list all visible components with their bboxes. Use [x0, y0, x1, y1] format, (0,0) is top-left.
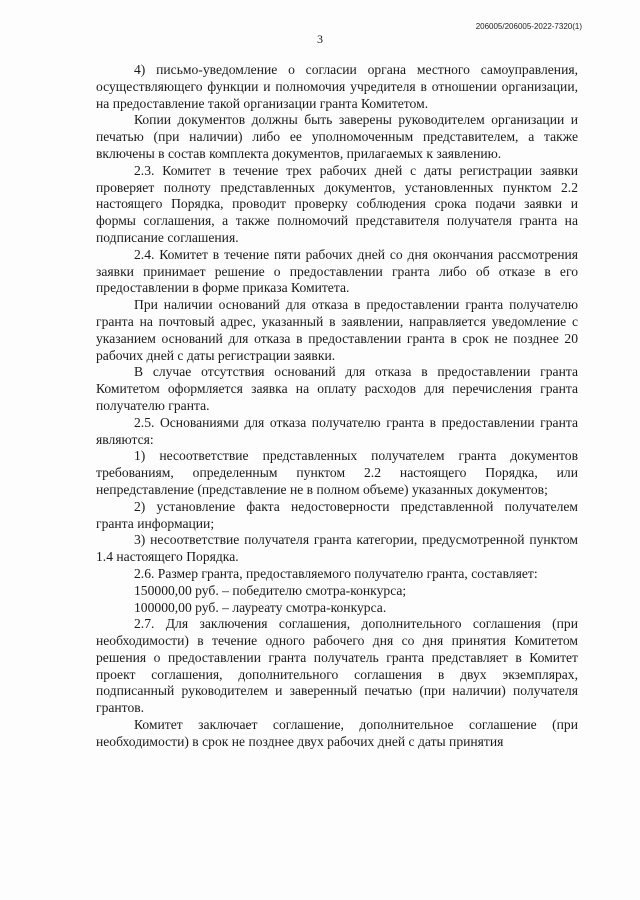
- paragraph-refusal-reason-1: 1) несоответствие представленных получателем гранта документов требованиям, определенным пунктом 2.2 настоящего Порядка, или непредставление (представление не в полном объеме) указанных документов;: [96, 448, 578, 497]
- paragraph-payment-request: В случае отсутствия оснований для отказа в предоставлении гранта Комитетом оформляется заявка на оплату расходов для перечисления гранта получателю гранта.: [96, 364, 578, 413]
- paragraph-2-7: 2.7. Для заключения соглашения, дополнительного соглашения (при необходимости) в течение одного рабочего дня со дня принятия Комитетом решения о предоставлении гранта получатель гранта представляет в Комитет проект соглашения, дополнительного соглашения в двух экземплярах, подписанный руководителем и заверенный печатью (при наличии) получателя грантов.: [96, 616, 578, 716]
- paragraph-2-5: 2.5. Основаниями для отказа получателю гранта в предоставлении гранта являются:: [96, 414, 578, 447]
- paragraph-2-6: 2.6. Размер гранта, предоставляемого получателю гранта, составляет:: [134, 565, 538, 581]
- paragraph-refusal-reason-2: 2) установление факта недостоверности представленной получателем гранта информации;: [96, 498, 578, 531]
- paragraph-item-4: 4) письмо-уведомление о согласии органа местного самоуправления, осуществляющего функции и полномочия учредителя в отношении организации, на предоставление такой организации гранта Комитетом.: [96, 62, 578, 111]
- paragraph-winner-amount: 150000,00 руб. – победителю смотра-конкурса;: [134, 582, 407, 598]
- document-id: 206005/206005-2022-7320(1): [475, 22, 582, 31]
- paragraph-laureate-amount: 100000,00 руб. – лауреату смотра-конкурса.: [134, 599, 387, 615]
- paragraph-copies-certification: Копии документов должны быть заверены руководителем организации и печатью (при наличии) либо ее уполномоченным представителем, а также включены в состав комплекта документов, прилагаемых к заявлению.: [96, 112, 578, 161]
- paragraph-refusal-reason-3: 3) несоответствие получателя гранта категории, предусмотренной пунктом 1.4 настоящего Порядка.: [96, 532, 578, 565]
- paragraph-2-3: 2.3. Комитет в течение трех рабочих дней с даты регистрации заявки проверяет полноту представленных документов, установленных пунктом 2.2 настоящего Порядка, проводит проверку соблюдения срока подачи заявки и формы соглашения, а также полномочий представителя получателя гранта на подписание соглашения.: [96, 162, 578, 245]
- page-number: 3: [317, 32, 323, 46]
- paragraph-2-4: 2.4. Комитет в течение пяти рабочих дней со дня окончания рассмотрения заявки принимает решение о предоставлении гранта либо об отказе в его предоставлении в форме приказа Комитета.: [96, 246, 578, 296]
- document-body: [96, 62, 578, 751]
- paragraph-agreement-deadline: Комитет заключает соглашение, дополнительное соглашение (при необходимости) в срок не позднее двух рабочих дней с даты принятия: [96, 717, 578, 749]
- paragraph-refusal-notice: При наличии оснований для отказа в предоставлении гранта получателю гранта на почтовый адрес, указанный в заявлении, направляется уведомление с указанием оснований для отказа в предоставлении гранта в срок не позднее 20 рабочих дней с даты регистрации заявки.: [96, 297, 578, 363]
